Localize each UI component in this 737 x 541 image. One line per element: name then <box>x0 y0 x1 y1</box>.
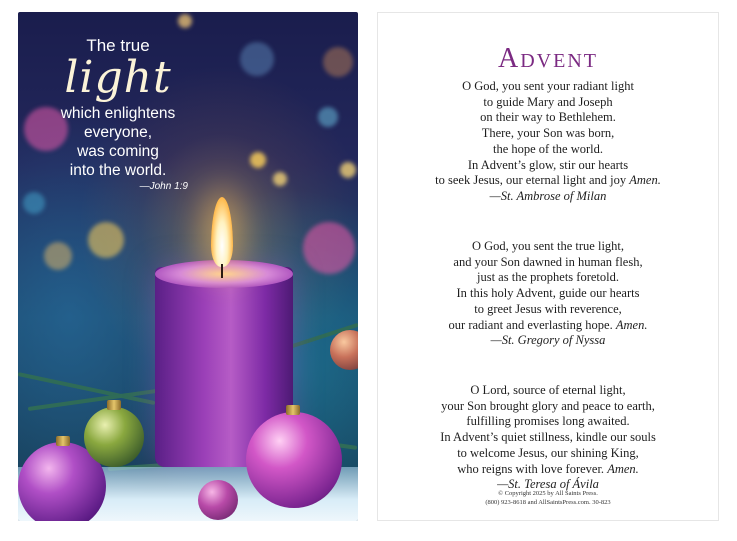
quote-line: into the world. <box>69 162 167 179</box>
prayer-line: There, your Son was born, <box>481 126 615 141</box>
flame-icon <box>211 197 233 267</box>
bokeh-light <box>273 172 287 186</box>
prayer-attribution: —St. Teresa of Ávila <box>497 477 599 492</box>
ornament-cap <box>56 436 70 446</box>
bokeh-light <box>23 192 45 214</box>
front-card <box>18 12 358 521</box>
bokeh-light <box>250 152 266 168</box>
amen: Amen. <box>615 317 648 332</box>
prayer-block <box>378 239 718 349</box>
copyright-notice <box>378 489 718 507</box>
copyright-line: © Copyright 2025 by All Saints Press. <box>498 490 598 497</box>
bokeh-light <box>323 47 353 77</box>
quote-line: everyone, <box>83 124 153 141</box>
prayer-last-line <box>378 173 718 189</box>
prayer-line: O God, you sent your radiant light <box>462 79 634 93</box>
ornament <box>84 407 144 467</box>
bokeh-light <box>88 222 124 258</box>
prayer-block <box>378 79 718 205</box>
prayer-line: to greet Jesus with reverence, <box>474 301 622 316</box>
prayer-line-text: our radiant and everlasting hope. <box>448 317 613 332</box>
prayer-line-text: to seek Jesus, our eternal light and joy <box>435 173 627 188</box>
back-card <box>377 12 719 521</box>
wick <box>221 264 223 278</box>
prayer-line: the hope of the world. <box>492 141 604 156</box>
quote-line: which enlightens <box>60 105 176 122</box>
prayer-line: to welcome Jesus, our shining King, <box>457 445 639 460</box>
prayer-line: In Advent’s quiet stillness, kindle our souls <box>440 430 656 445</box>
prayer-line: fulfilling promises long awaited. <box>466 414 630 429</box>
ornament <box>330 330 358 370</box>
quote-reference: —John 1:9 <box>139 181 188 192</box>
bokeh-light <box>178 14 192 28</box>
prayer-line: In Advent’s glow, stir our hearts <box>467 157 629 172</box>
bokeh-light <box>44 242 72 270</box>
prayer-line: your Son brought glory and peace to earth, <box>441 398 655 413</box>
bokeh-light <box>303 222 355 274</box>
bokeh-light <box>340 162 356 178</box>
bokeh-light <box>240 42 274 76</box>
prayer-line-text: who reigns with love forever. <box>457 461 605 476</box>
prayer-last-line <box>378 462 718 478</box>
prayer-block <box>378 383 718 493</box>
bokeh-light <box>318 107 338 127</box>
prayer-line: O God, you sent the true light, <box>471 239 625 253</box>
amen: Amen. <box>607 461 639 476</box>
quote-line: was coming <box>77 143 159 160</box>
ornament <box>246 412 342 508</box>
prayer-line: to guide Mary and Joseph <box>483 94 613 109</box>
ornament-cap <box>107 400 121 410</box>
amen: Amen. <box>629 173 661 188</box>
ornament <box>198 480 238 520</box>
quote-light-word: light <box>64 52 172 103</box>
prayer-attribution: —St. Ambrose of Milan <box>489 188 607 203</box>
ornament-cap <box>286 405 300 415</box>
prayer-attribution: —St. Gregory of Nyssa <box>490 333 606 348</box>
quote-top: The true <box>86 36 150 55</box>
copyright-line: (800) 923-8618 and AllSaintsPress.com. 30-823 <box>485 499 611 506</box>
prayer-last-line <box>378 318 718 334</box>
prayer-line: In this holy Advent, guide our hearts <box>456 286 640 301</box>
prayer-line: O Lord, source of eternal light, <box>470 383 626 397</box>
scripture-quote <box>38 36 198 194</box>
prayer-line: on their way to Bethlehem. <box>480 110 616 125</box>
prayer-line: and your Son dawned in human flesh, <box>453 254 643 269</box>
card-title: Advent <box>498 43 598 74</box>
prayer-line: just as the prophets foretold. <box>477 270 619 285</box>
